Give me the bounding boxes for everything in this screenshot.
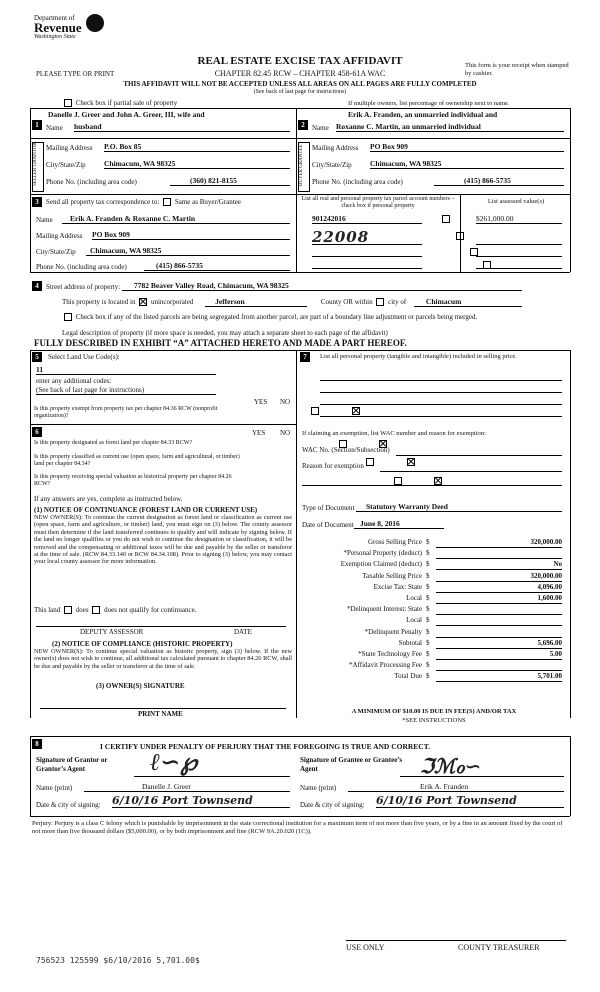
segregated-row (62, 313, 562, 321)
money-row (302, 672, 564, 683)
county-treasurer-label: COUNTY TREASURER (458, 943, 540, 952)
grantor-name[interactable]: Danelle J. Greer (84, 782, 290, 792)
money-row-value[interactable]: No (436, 560, 562, 570)
county-or-label: County OR within (320, 298, 373, 306)
money-row-value[interactable] (436, 549, 562, 559)
money-row-currency: $ (426, 571, 430, 580)
money-row-label: Excise Tax: State (373, 582, 422, 591)
buyer-city-label: City/State/Zip (312, 161, 352, 169)
current-use-no-checkbox[interactable] (407, 458, 415, 466)
s5-no-header: NO (280, 398, 291, 406)
money-row-label: Local (406, 593, 422, 602)
money-row-label: Exemption Claimed (deduct) (340, 560, 422, 569)
grantor-sig-label: Signature of Grantor or Grantor’s Agent (36, 756, 108, 773)
grantee-signature: ℑℳℴ∽ (420, 754, 482, 778)
exempt-no-checkbox[interactable] (352, 407, 360, 415)
form-chapter: CHAPTER 82.45 RCW – CHAPTER 458-61A WAC (214, 69, 386, 78)
reason-field[interactable] (380, 471, 562, 472)
s3-mailing[interactable]: PO Box 909 (92, 230, 290, 240)
segregated-checkbox[interactable] (64, 313, 72, 321)
money-row-label: *Personal Property (deduct) (343, 549, 422, 558)
same-as-buyer-label: Same as Buyer/Grantee (174, 198, 241, 206)
section-3-number: 3 (32, 197, 42, 207)
perjury-statement: Perjury: Perjury is a class C felony which is punishable by imprisonment in the state correctional institution for a maximum term of not more than five years, or by a fine in an amount fixed by the court of not more than five thousand dollars ($5,000.00), or by both imprisonment and fine (RCW 9A.20.020 (1C)). (32, 820, 563, 835)
seller-mailing[interactable]: P.O. Box 85 (104, 142, 290, 152)
grantee-name[interactable]: Erik A. Franden (348, 782, 564, 792)
if-yes-note: If any answers are yes, complete as instructed below. (34, 495, 183, 503)
land-does-not-checkbox[interactable] (92, 606, 100, 614)
money-row-label: Local (406, 616, 422, 625)
money-row-value[interactable]: 1,600.00 (436, 594, 562, 604)
money-row (302, 594, 564, 605)
seller-phone-label: Phone No. (including area code) (46, 178, 137, 186)
money-row-currency: $ (426, 593, 430, 602)
legal-description-label: Legal description of property (if more space is needed, you may attach a separate sheet to each page of the affidavit) (62, 329, 388, 337)
s3-name[interactable]: Erik A. Franden & Roxanne C. Martin (62, 214, 290, 224)
grantee-sig-label: Signature of Grantee or Grantee’s Agent (300, 756, 403, 773)
money-row-label: *Affidavit Processing Fee (349, 661, 422, 670)
money-row (302, 572, 564, 583)
land-use-label: Select Land Use Code(s): (48, 353, 120, 361)
send-correspondence (46, 198, 241, 206)
see-instructions: *SEE INSTRUCTIONS (402, 717, 466, 724)
money-row-label: *Delinquent Penalty (364, 627, 422, 636)
land-use-code[interactable]: 11 (36, 365, 216, 375)
money-row-label: Gross Selling Price (367, 538, 422, 546)
money-row-currency: $ (426, 638, 430, 647)
form-title: REAL ESTATE EXCISE TAX AFFIDAVIT (197, 55, 403, 67)
s3-name-label: Name (36, 216, 53, 224)
grantor-date-label: Date & city of signing: (36, 801, 101, 809)
notice2-body: NEW OWNER(S): To continue special valuation as historic property, sign (3) below. If the new owner(s) does not wish to continue, all additional tax calculated pursuant to chapter 84.26 RCW, shall be due and payable by the seller or transferor at the time of sale. (34, 648, 292, 670)
money-row-value[interactable]: 4,096.00 (436, 583, 562, 593)
reason-label: Reason for exemption (302, 462, 364, 470)
money-row-label: *State Technology Fee (358, 649, 422, 658)
money-row-value[interactable] (436, 661, 562, 671)
notice2-title: (2) NOTICE OF COMPLIANCE (HISTORIC PROPERTY) (52, 640, 233, 648)
seller-mailing-label: Mailing Address (46, 144, 93, 152)
logo-line-3: Washington State (34, 34, 76, 40)
s3-city-label: City/State/Zip (36, 248, 76, 256)
partial-sale-checkbox[interactable] (64, 99, 72, 107)
money-row-value[interactable] (436, 628, 562, 638)
money-row-value[interactable]: 320,000.00 (436, 572, 562, 582)
section-7-number: 7 (300, 352, 310, 362)
buyer-name-label: Name (312, 124, 329, 132)
grantee-name-label: Name (print) (300, 784, 337, 792)
logo-mark-icon (86, 14, 104, 32)
grantee-date-city[interactable]: 6/10/16 Port Townsend (376, 794, 564, 808)
money-row (302, 661, 564, 672)
print-name-label: PRINT NAME (138, 710, 183, 718)
seller-city[interactable]: Chimacum, WA 98325 (104, 159, 290, 169)
use-only-label: USE ONLY (346, 943, 385, 952)
notice1-title: (1) NOTICE OF CONTINUANCE (FOREST LAND OR CURRENT USE) (34, 506, 258, 514)
doc-date-label: Date of Document (302, 521, 354, 529)
minimum-fee-note: A MINIMUM OF $10.00 IS DUE IN FEE(S) AND/OR TAX (351, 708, 517, 715)
section-8-number: 8 (32, 739, 42, 749)
city-of-checkbox[interactable] (376, 298, 384, 306)
does-not-label: does not qualify for continuance. (104, 606, 197, 614)
seller-phone[interactable]: (360) 821-8155 (170, 176, 290, 186)
receipt-stamp: 756523 125599 $6/10/2016 5,701.00$ (36, 956, 200, 965)
deputy-assessor-label: DEPUTY ASSESSOR (80, 628, 144, 636)
handwritten-code: 22008 (312, 228, 370, 246)
partial-sale-label: Check box if partial sale of property (75, 99, 178, 107)
money-row (302, 605, 564, 616)
money-row-currency: $ (426, 560, 430, 569)
logo-line-2: Revenue (34, 20, 82, 35)
street-address[interactable]: 7782 Beaver Valley Road, Chimacum, WA 98325 (122, 281, 522, 291)
s3-mailing-label: Mailing Address (36, 232, 83, 240)
buyer-phone[interactable]: (415) 866-5735 (434, 176, 564, 186)
buyer-city[interactable]: Chimacum, WA 98325 (370, 159, 564, 169)
section-1-number: 1 (32, 120, 42, 130)
money-row-value[interactable]: 5,696.00 (436, 639, 562, 649)
money-table (302, 538, 564, 683)
money-row-currency: $ (426, 582, 430, 591)
notice1-body: NEW OWNER(S): To continue the current designation as forest land or classification as current use (open space, farm and agriculture, or timber) land, you must sign on (3) below. The county assessor must then determine if the land transferred continues to qualify and will indicate by signing below. If the land no longer qualifies or you do not wish to continue the designation or classification, it will be removed and the compensating or additional taxes will be due and payable by the seller or transferor at the time of sale. (RCW 84.33.140 or RCW 84.34.108). Prior to signing (3) below, you may contact your local county assessor for more information. (34, 514, 292, 566)
money-row-label: Subtotal (398, 638, 422, 647)
s5-yes-header: YES (254, 398, 268, 406)
multiple-owners-note: If multiple owners, list percentage of ownership next to name. (348, 100, 510, 107)
exemption-label: If claiming an exemption, list WAC number and reason for exemption: (302, 430, 486, 437)
county-name[interactable]: Jefferson (205, 297, 307, 307)
seller-name-label: Name (46, 124, 63, 132)
money-row-value[interactable] (436, 605, 562, 615)
buyer-mailing[interactable]: PO Box 909 (370, 142, 564, 152)
same-as-buyer-checkbox[interactable] (163, 198, 171, 206)
money-row-currency: $ (426, 649, 430, 658)
send-label: Send all property tax correspondence to: (46, 198, 160, 206)
money-row-currency: $ (426, 538, 430, 546)
doc-date[interactable]: June 8, 2016 (354, 519, 444, 529)
does-label: does (75, 606, 89, 614)
deputy-date-label: DATE (234, 628, 252, 636)
money-row-currency: $ (426, 616, 430, 625)
personal-property-label: List all personal property (tangible and intangible) included in selling price. (320, 353, 517, 360)
located-in-label: This property is located in (62, 298, 136, 306)
seller-city-label: City/State/Zip (46, 161, 86, 169)
money-row (302, 583, 564, 594)
grantor-date-city[interactable]: 6/10/16 Port Townsend (112, 794, 290, 808)
money-row (302, 639, 564, 650)
located-row (62, 297, 532, 307)
grantee-date-label: Date & city of signing: (300, 801, 365, 809)
grantor-name-label: Name (print) (36, 784, 73, 792)
exhibit-a-line: FULLY DESCRIBED IN EXHIBIT “A” ATTACHED HERETO AND MADE A PART HEREOF. (34, 338, 407, 348)
land-does-checkbox[interactable] (64, 606, 72, 614)
parcel-header: List all real and personal property tax parcel account numbers – check box if personal property (301, 196, 455, 209)
money-row-currency: $ (426, 627, 430, 636)
wac-label: WAC No. (Section/Subsection) (302, 446, 390, 454)
city-name[interactable]: Chimacum (414, 297, 522, 307)
segregated-label: Check box if any of the listed parcels are being segregated from another parcel, are part of a boundary line adjustment or parcels being merged. (75, 313, 478, 321)
this-land-row (34, 606, 196, 614)
grantor-signature: ℓ∽℘ (150, 747, 198, 776)
section-4-number: 4 (32, 281, 42, 291)
please-type: PLEASE TYPE OR PRINT (36, 70, 115, 78)
forest-question: Is this property designated as forest land per chapter 84.33 RCW? (34, 440, 193, 446)
money-row (302, 616, 564, 627)
doc-type[interactable]: Statutory Warranty Deed (356, 502, 562, 512)
exempt-yes-checkbox[interactable] (311, 407, 319, 415)
current-use-yes-checkbox[interactable] (366, 458, 374, 466)
buyer-name-line2[interactable]: Roxanne C. Martin, an unmarried individual (336, 122, 564, 132)
parcel-number[interactable]: 901242016 (312, 214, 422, 224)
historic-question: Is this property receiving special valuation as historical property per chapter 84.26 RCW? (34, 474, 232, 487)
s5-see-back: (See back of last page for instructions) (36, 386, 145, 394)
money-row-value[interactable]: 5.00 (436, 650, 562, 660)
money-row-currency: $ (426, 661, 430, 670)
money-row-value[interactable] (436, 616, 562, 626)
owner-signature-label: (3) OWNER(S) SIGNATURE (96, 682, 185, 690)
doc-type-label: Type of Document (302, 504, 355, 512)
money-row (302, 650, 564, 661)
money-row (302, 628, 564, 639)
see-back-header: (See back of last page for instructions) (253, 89, 347, 95)
assessed-header: List assessed value(s) (487, 198, 545, 205)
current-use-question: Is this property classified as current use (open space, farm and agricultural, or timber) land per chapter 84.34? (34, 454, 240, 467)
money-row-value[interactable]: 5,701.00 (436, 672, 562, 682)
buyer-mailing-label: Mailing Address (312, 144, 359, 152)
certify-statement: I CERTIFY UNDER PENALTY OF PERJURY THAT THE FOREGOING IS TRUE AND CORRECT. (100, 742, 431, 751)
seller-band: SELLER GRANTOR (33, 142, 38, 186)
receipt-note: This form is your receipt when stamped by cashier. (465, 62, 569, 77)
parcel-personal-checkbox-1[interactable] (442, 215, 450, 223)
money-row-label: Taxable Selling Price (362, 571, 422, 580)
buyer-phone-label: Phone No. (including area code) (312, 178, 403, 186)
unincorporated-label: unincorporated (150, 298, 194, 306)
money-row-currency: $ (426, 605, 430, 614)
section-5-number: 5 (32, 352, 42, 362)
parcel-personal-checkbox-2[interactable] (456, 232, 464, 240)
money-row-label: *Delinquent Interest: State (346, 605, 422, 614)
seller-name-line2[interactable]: husband (74, 122, 290, 132)
seller-name-line1: Danelle J. Greer and John A. Greer, III, wife and (48, 110, 205, 119)
additional-codes-label: enter any additional codes: (36, 377, 112, 385)
buyer-band: BUYER GRANTEE (299, 144, 304, 186)
section-6-number: 6 (32, 427, 42, 437)
city-of-label: city of (388, 298, 407, 306)
money-row-currency: $ (426, 549, 430, 558)
money-row (302, 560, 564, 571)
exempt-question: Is this property exempt from property tax per chapter 84.36 RCW (nonprofit organization)? (34, 406, 218, 419)
s3-phone[interactable]: (415) 866-5735 (144, 261, 290, 271)
wac-field[interactable] (396, 455, 562, 456)
buyer-name-line1: Erik A. Franden, an unmarried individual and (348, 110, 498, 119)
partial-sale-row (62, 99, 177, 107)
dor-logo (34, 14, 106, 54)
warning-line: THIS AFFIDAVIT WILL NOT BE ACCEPTED UNLESS ALL AREAS ON ALL PAGES ARE FULLY COMPLETED (123, 80, 477, 88)
money-row-label: Total Due (394, 672, 422, 681)
money-row (302, 549, 564, 560)
money-row (302, 538, 564, 549)
section-2-number: 2 (298, 120, 308, 130)
money-row-value[interactable]: 320,000.00 (436, 538, 562, 548)
s6-yes-header: YES (252, 429, 266, 437)
street-label: Street address of property: (46, 283, 121, 291)
s6-no-header: NO (280, 429, 291, 437)
s3-city[interactable]: Chimacum, WA 98325 (86, 246, 290, 256)
assessed-value[interactable]: $261,000.00 (476, 214, 562, 224)
unincorporated-checkbox[interactable] (139, 298, 147, 306)
logo-line-1: Department of (34, 14, 75, 22)
money-row-currency: $ (426, 672, 430, 681)
this-land-label: This land (34, 606, 61, 614)
s3-phone-label: Phone No. (including area code) (36, 263, 127, 271)
